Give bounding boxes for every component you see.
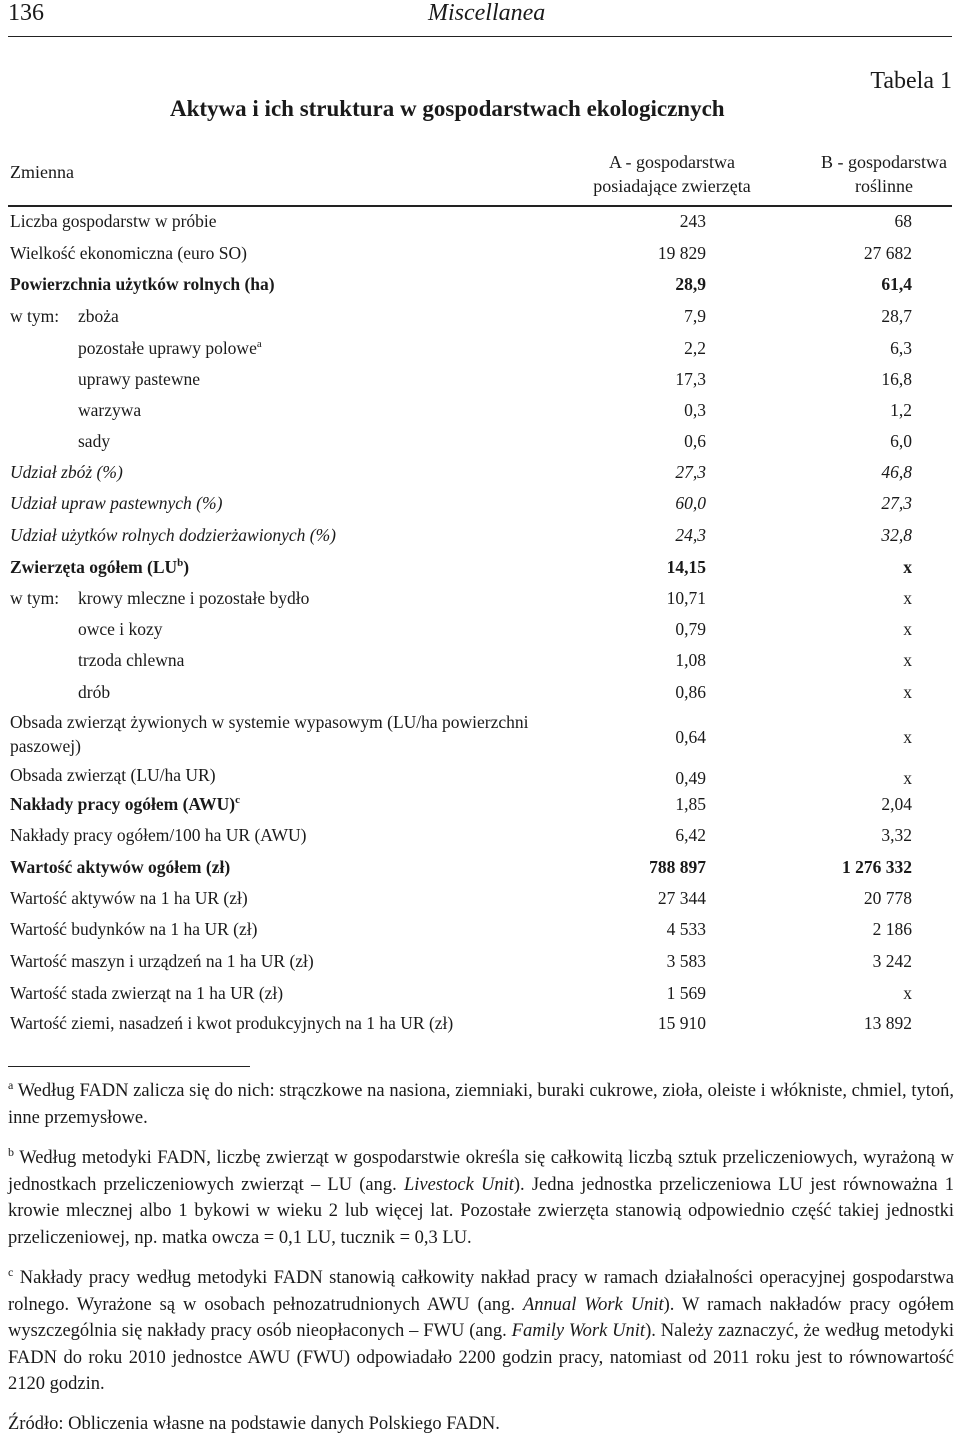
row-label: zboża (78, 306, 119, 326)
value-a: 3 583 (666, 951, 706, 971)
footnote-text: Nakłady pracy według metodyki FADN stanowią całkowity nakład pracy w ramach działalności operacyjnej gospodarstwa rolnego. Wyrażone są w osobach pełnozatrudnionych AWU (ang. (8, 1268, 954, 1315)
value-a: 24,3 (675, 525, 706, 545)
value-b: x (903, 983, 912, 1003)
value-a: 15 910 (657, 1013, 706, 1033)
value-b: 32,8 (881, 525, 912, 545)
row-label: Udział zbóż (%) (10, 462, 123, 482)
column-header-b-line1: B - gospodarstwa (821, 152, 947, 172)
value-b: 1,2 (890, 400, 912, 420)
value-a: 0,64 (675, 727, 706, 747)
row-label: Wartość aktywów na 1 ha UR (zł) (10, 888, 248, 908)
value-a: 10,71 (666, 588, 706, 608)
value-b: 16,8 (881, 369, 912, 389)
value-b: 28,7 (881, 306, 912, 326)
row-label: owce i kozy (78, 619, 163, 639)
column-header-b (806, 150, 960, 198)
value-b: 27,3 (881, 493, 912, 513)
row-label: Wartość stada zwierząt na 1 ha UR (zł) (10, 983, 284, 1003)
value-a: 4 533 (666, 919, 706, 939)
value-a: 788 897 (649, 857, 706, 877)
footnote-mark: a (8, 1078, 14, 1092)
row-label: Udział użytków rolnych dodzierżawionych (%) (10, 525, 336, 545)
row-label: Obsada zwierząt (LU/ha UR) (10, 765, 216, 785)
value-b: x (903, 768, 912, 788)
value-a: 0,49 (675, 768, 706, 788)
column-header-variable: Zmienna (10, 162, 74, 182)
row-label: Wartość maszyn i urządzeń na 1 ha UR (zł) (10, 951, 314, 971)
value-a: 1 569 (666, 983, 706, 1003)
footnote-mark: c (8, 1265, 14, 1280)
value-a: 2,2 (684, 338, 706, 358)
page-number: 136 (8, 0, 44, 26)
row-label: drób (78, 682, 111, 702)
row-label: trzoda chlewna (78, 650, 185, 670)
value-a: 19 829 (657, 243, 706, 263)
row-label: Liczba gospodarstw w próbie (10, 211, 217, 231)
value-a: 17,3 (675, 369, 706, 389)
value-b: 1 276 332 (842, 857, 912, 877)
value-a: 0,6 (684, 431, 706, 451)
footnote-marker: a (256, 338, 262, 351)
footnote-italic: Family Work Unit (511, 1321, 646, 1342)
value-b: 13 892 (863, 1013, 912, 1033)
column-header-a (572, 150, 772, 198)
row-label: Powierzchnia użytków rolnych (ha) (10, 274, 275, 294)
value-b: 2 186 (872, 919, 912, 939)
value-a: 60,0 (675, 493, 706, 513)
table-title: Aktywa i ich struktura w gospodarstwach ekologicznych (170, 96, 725, 121)
value-a: 14,15 (666, 557, 706, 577)
value-b: 3,32 (881, 825, 912, 845)
value-a: 1,08 (675, 650, 706, 670)
row-label: Wielkość ekonomiczna (euro SO) (10, 243, 247, 263)
row-label (10, 794, 240, 815)
row-label-text: Zwierzęta ogółem (LU (10, 557, 178, 577)
footnote-text: Według FADN zalicza się do nich: strączkowe na nasiona, ziemniaki, buraki cukrowe, zioła, oleiste i włókniste, chmiel, tytoń, inne przemysłowe. (8, 1081, 954, 1128)
row-label: krowy mleczne i pozostałe bydło (78, 588, 310, 608)
row-label: Nakłady pracy ogółem/100 ha UR (AWU) (10, 825, 307, 845)
value-b: 68 (894, 211, 912, 231)
footnote-text: ). Jedna jednostka przeliczeniowa LU jest równoważna 1 krowie mlecznej albo 1 bykowi w wieku 2 lub więcej lat. Pozostałe zwierzęta stanowią odpowiednio część takiej jednostki przeliczeniowej, np. matka owcza = 0,1 LU, tucznik = 0,3 LU. (8, 1174, 954, 1248)
value-b: x (903, 619, 912, 639)
running-title: Miscellanea (428, 0, 546, 26)
footnote-b (8, 1139, 954, 1251)
footnote-marker: c (235, 794, 240, 807)
value-b: x (903, 650, 912, 670)
value-a: 243 (679, 211, 706, 231)
footnote-italic: Livestock Unit (403, 1174, 514, 1195)
value-a: 0,86 (675, 682, 706, 702)
row-label: Wartość ziemi, nasadzeń i kwot produkcyjnych na 1 ha UR (zł) (10, 1013, 454, 1033)
header-divider (8, 205, 952, 207)
value-b: 61,4 (881, 274, 912, 294)
value-a: 0,3 (684, 400, 706, 420)
value-a: 27 344 (657, 888, 706, 908)
footnote-c (8, 1259, 954, 1398)
row-prefix: w tym: (10, 588, 60, 608)
row-label (10, 557, 189, 578)
footnote-a (8, 1072, 954, 1131)
value-a: 1,85 (675, 794, 706, 814)
column-header-b-line2: roślinne (855, 176, 913, 196)
value-b: x (903, 682, 912, 702)
footnote-mark: b (8, 1145, 14, 1160)
footnotes (8, 1072, 954, 1406)
value-b: x (903, 588, 912, 608)
value-b: 6,3 (890, 338, 912, 358)
page-header (8, 0, 952, 34)
footnote-text: Według metodyki FADN, liczbę zwierząt w gospodarstwie określa się całkowitą liczbą sztuk przeliczeniowych, wyrażoną w jednostkach przeliczeniowych zwierząt – LU (ang. (8, 1148, 954, 1195)
footnote-text: ). Należy zaznaczyć, że według metodyki FADN do roku 2010 jednostce AWU (FWU) odpowiadało 2200 godzin pracy, natomiast od 2011 roku jest to równowartość 2120 godzin. (8, 1321, 954, 1395)
row-label-text: Nakłady pracy ogółem (AWU) (10, 794, 236, 814)
value-a: 7,9 (684, 306, 706, 326)
source-note: Źródło: Obliczenia własne na podstawie danych Polskiego FADN. (8, 1414, 500, 1434)
row-prefix: w tym: (10, 306, 60, 326)
value-a: 0,79 (675, 619, 706, 639)
footnote-text: ). W ramach nakładów pracy ogółem wyszczególnia się nakłady pracy osób nieopłaconych – FWU (ang. (8, 1294, 954, 1342)
value-b: 46,8 (881, 462, 912, 482)
table-label: Tabela 1 (870, 68, 952, 94)
value-b: 6,0 (890, 431, 912, 451)
row-label (78, 338, 262, 359)
row-label: uprawy pastewne (78, 369, 200, 389)
footnote-italic: Annual Work Unit (522, 1294, 664, 1315)
column-header-a-line1: A - gospodarstwa (609, 152, 735, 172)
value-b: 3 242 (872, 951, 912, 971)
row-label-suffix: ) (183, 557, 190, 577)
value-a: 28,9 (675, 274, 706, 294)
value-a: 27,3 (675, 462, 706, 482)
column-header-a-line2: posiadające zwierzęta (593, 176, 751, 196)
row-label-text: pozostałe uprawy polowe (78, 338, 257, 358)
row-label: sady (78, 431, 111, 451)
row-label: Wartość aktywów ogółem (zł) (10, 857, 231, 877)
row-label: Obsada zwierząt żywionych w systemie wypasowym (LU/ha powierzchni paszowej) (10, 712, 529, 756)
row-label: warzywa (78, 400, 142, 420)
row-label: Udział upraw pastewnych (%) (10, 493, 223, 513)
value-b: 27 682 (863, 243, 912, 263)
header-rule (8, 36, 952, 37)
footnote-marker: b (177, 557, 184, 570)
value-a: 6,42 (675, 825, 706, 845)
value-b: 20 778 (863, 888, 912, 908)
value-b: 2,04 (881, 794, 912, 814)
row-label: Wartość budynków na 1 ha UR (zł) (10, 919, 258, 939)
footnote-rule (8, 1066, 250, 1067)
value-b: x (903, 557, 912, 577)
value-b: x (903, 727, 912, 747)
